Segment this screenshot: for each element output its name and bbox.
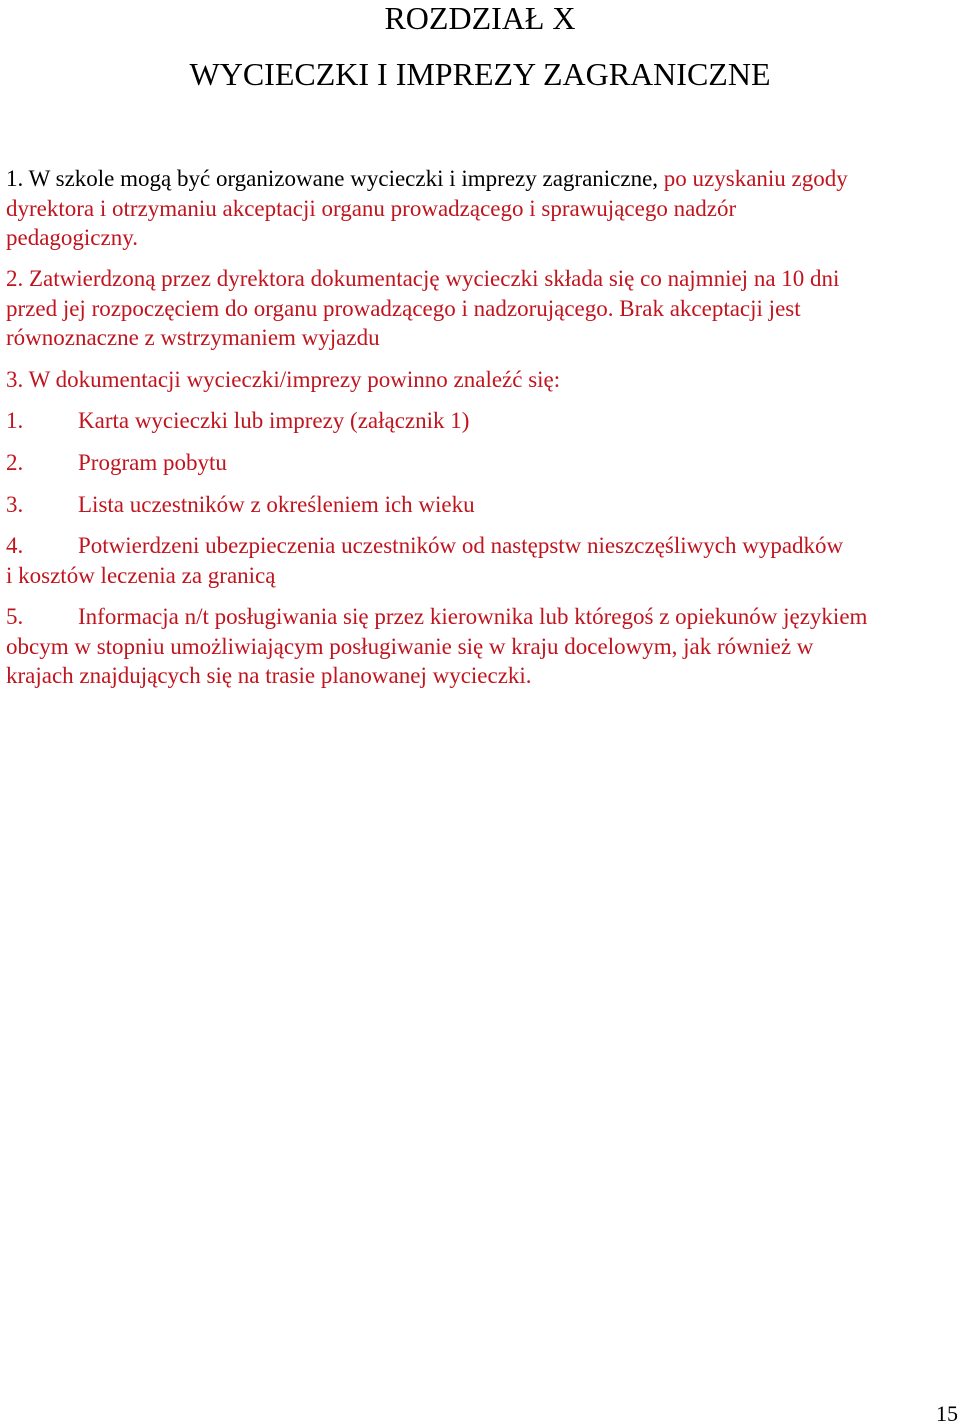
- list-item-number: 1.: [6, 408, 24, 433]
- paragraph-1-red-line-2: dyrektora i otrzymaniu akceptacji organu prowadzącego i sprawującego nadzór: [6, 195, 737, 221]
- paragraph-2-line-1: 2. Zatwierdzoną przez dyrektora dokumentację wycieczki składa się co najmniej na 10 dni: [6, 266, 840, 291]
- list-item-text: Program pobytu: [78, 450, 227, 475]
- list-item: [6, 490, 951, 520]
- paragraph-1-red-line-3: pedagogiczny.: [6, 225, 138, 250]
- paragraph-2-line-2: przed jej rozpoczęciem do organu prowadzącego i nadzorującego. Brak akceptacji jest: [6, 295, 801, 321]
- paragraph-1: [6, 164, 951, 253]
- list-item: [6, 531, 951, 590]
- paragraph-1-text: 1. W szkole mogą być organizowane wycieczki i imprezy zagraniczne,: [6, 166, 664, 191]
- list-item: [6, 406, 951, 436]
- paragraph-3: 3. W dokumentacji wycieczki/imprezy powinno znaleźć się:: [6, 367, 561, 392]
- list-item-continuation: obcym w stopniu umożliwiającym posługiwanie się w kraju docelowym, jak również w: [6, 633, 814, 659]
- list-item-continuation-2: krajach znajdujących się na trasie planowanej wycieczki.: [6, 663, 532, 688]
- paragraph-2-line-3: równoznaczne z wstrzymaniem wyjazdu: [6, 325, 380, 350]
- list-item: [6, 602, 951, 691]
- list-item: [6, 448, 951, 478]
- list-item-text: Informacja n/t posługiwania się przez kierownika lub któregoś z opiekunów językiem: [78, 604, 868, 629]
- list-item-number: 3.: [6, 492, 24, 517]
- paragraph-1-red-text: po uzyskaniu zgody: [663, 166, 848, 191]
- chapter-title: WYCIECZKI I IMPREZY ZAGRANICZNE: [189, 56, 771, 92]
- list-item-text: Lista uczestników z określeniem ich wieku: [78, 492, 475, 517]
- list-item-continuation: i kosztów leczenia za granicą: [6, 562, 276, 588]
- list-item-text: Potwierdzeni ubezpieczenia uczestników od następstw nieszczęśliwych wypadków: [78, 533, 844, 558]
- page-number: 15: [936, 1401, 958, 1426]
- list-item-number: 5.: [6, 604, 24, 629]
- list-item-text: Karta wycieczki lub imprezy (załącznik 1): [78, 408, 470, 433]
- list-item-number: 4.: [6, 533, 24, 558]
- chapter-heading: ROZDZIAŁ X: [384, 0, 576, 36]
- list-item-number: 2.: [6, 450, 24, 475]
- paragraph-2: [6, 264, 951, 353]
